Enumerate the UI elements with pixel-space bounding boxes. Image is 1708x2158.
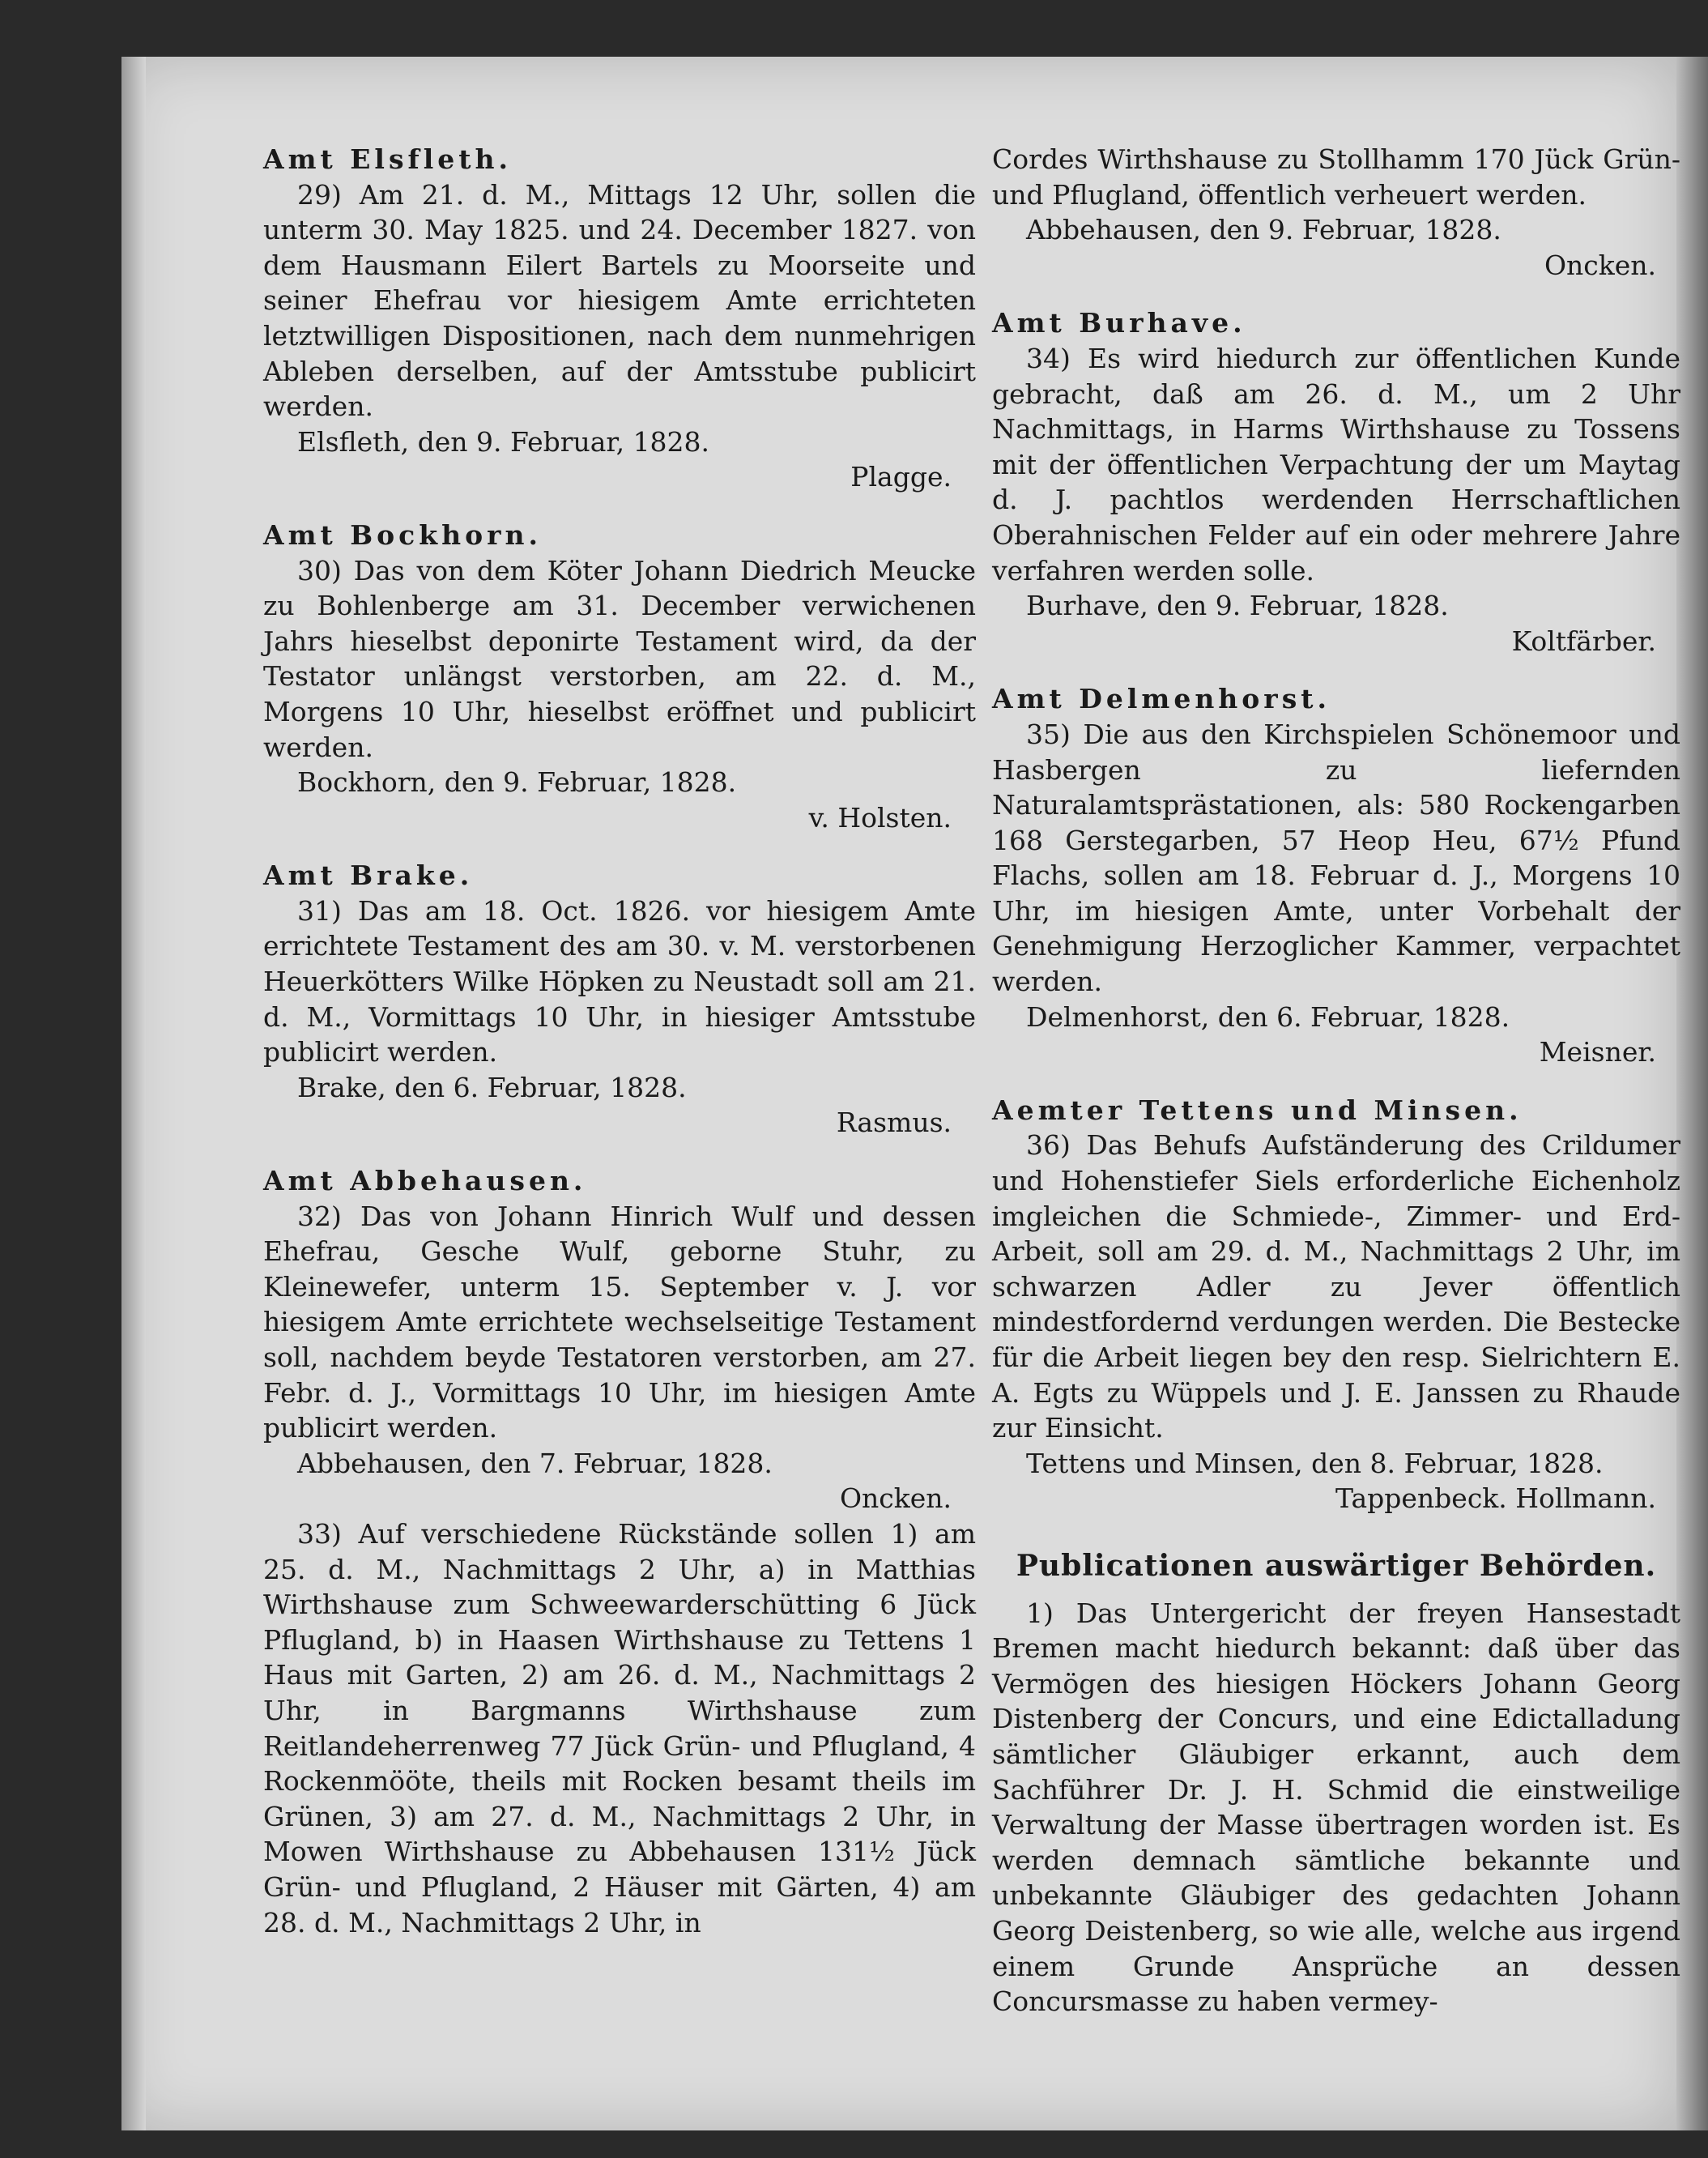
notice-date: Elsfleth, den 9. Februar, 1828. bbox=[297, 425, 710, 458]
section-continuation bbox=[992, 142, 1680, 283]
notice-signature: Oncken. bbox=[1544, 249, 1656, 281]
notice-text: 30) Das von dem Köter Johann Diedrich Meucke zu Bohlenberge am 31. December verwichenen Jahrs hieselbst deponirte Testament wird, da der Testator unlängst verstorben, am 22. d. M., Morgens 10 Uhr, hieselbst eröffnet und publicirt werden. bbox=[263, 554, 976, 763]
publications-title: Publicationen auswärtiger Behörden. bbox=[1016, 1548, 1657, 1583]
notice-signature: Plagge. bbox=[850, 461, 952, 493]
notice-text: 34) Es wird hiedurch zur öffentlichen Kunde gebracht, daß am 26. d. M., um 2 Uhr Nachmittags, in Harms Wirthshause zu Tossens mit der öffentlichen Verpachtung der um Maytag d. J. pachtlos werdenden Herrschaftlichen Oberahnischen Felder auf ein oder mehrere Jahre verfahren werden solle. bbox=[992, 342, 1680, 586]
notice-date: Brake, den 6. Februar, 1828. bbox=[297, 1071, 687, 1103]
section-burhave bbox=[992, 305, 1680, 659]
notice-signature: Meisner. bbox=[1539, 1036, 1656, 1068]
section-brake bbox=[263, 858, 976, 1141]
right-column bbox=[992, 142, 1680, 2019]
section-elsfleth bbox=[263, 142, 976, 495]
notice-signature: Rasmus. bbox=[836, 1107, 952, 1139]
notice-date: Tettens und Minsen, den 8. Februar, 1828. bbox=[1026, 1447, 1604, 1479]
notice-signature: v. Holsten. bbox=[808, 801, 952, 834]
notice-signature: Tappenbeck. Hollmann. bbox=[1335, 1482, 1656, 1515]
notice-date: Abbehausen, den 9. Februar, 1828. bbox=[1026, 214, 1501, 246]
section-delmenhorst bbox=[992, 681, 1680, 1070]
section-heading: Amt Bockhorn. bbox=[263, 518, 542, 551]
notice-signature: Oncken. bbox=[839, 1482, 952, 1515]
notice-text: 1) Das Untergericht der freyen Hansestadt Bremen macht hiedurch bekannt: daß über das Vermögen des hiesigen Höckers Johann Georg Distenberg der Concurs, und eine Edictalladung sämtlicher Gläubiger erkannt, auch dem Sachführer Dr. J. H. Schmid die einstweilige Verwaltung der Masse übertragen worden ist. Es werden demnach sämtliche bekannte und unbekannte Gläubiger des gedachten Johann Georg Deistenberg, so wie alle, welche aus irgend einem Grunde Ansprüche an dessen Concursmasse zu haben vermey- bbox=[992, 1597, 1680, 2018]
section-heading: Aemter Tettens und Minsen. bbox=[992, 1094, 1523, 1126]
page-edge bbox=[1676, 57, 1708, 2130]
notice-text: 31) Das am 18. Oct. 1826. vor hiesigem Amte errichtete Testament des am 30. v. M. verstorbenen Heuerkötters Wilke Höpken zu Neustadt soll am 21. d. M., Vormittags 10 Uhr, in hiesiger Amtsstube publicirt werden. bbox=[263, 894, 976, 1068]
notice-text: 32) Das von Johann Hinrich Wulf und dessen Ehefrau, Gesche Wulf, geborne Stuhr, zu Kleinewefer, unterm 15. September v. J. vor hiesigem Amte errichtete wechselseitige Testament soll, nachdem beyde Testatoren verstorben, am 27. Febr. d. J., Vormittags 10 Uhr, im hiesigen Amte publicirt werden. bbox=[263, 1200, 976, 1444]
notice-signature: Koltfärber. bbox=[1511, 625, 1656, 657]
section-heading: Amt Elsfleth. bbox=[263, 143, 512, 175]
section-publications bbox=[992, 1549, 1680, 2019]
notice-date: Burhave, den 9. Februar, 1828. bbox=[1026, 590, 1449, 622]
notice-text: 35) Die aus den Kirchspielen Schönemoor und Hasbergen zu liefernden Naturalamtsprästationen, als: 580 Rockengarben 168 Gerstegarben, 57 Heop Heu, 67½ Pfund Flachs, sollen am 18. Februar d. J., Morgens 10 Uhr, im hiesigen Amte, unter Vorbehalt der Genehmigung Herzoglicher Kammer, verpachtet werden. bbox=[992, 718, 1680, 998]
section-heading: Amt Abbehausen. bbox=[263, 1165, 587, 1197]
section-bockhorn bbox=[263, 518, 976, 835]
section-heading: Amt Brake. bbox=[263, 859, 474, 892]
notice-date: Abbehausen, den 7. Februar, 1828. bbox=[297, 1447, 773, 1479]
left-column bbox=[263, 142, 976, 1940]
notice-text: 29) Am 21. d. M., Mittags 12 Uhr, sollen die unterm 30. May 1825. und 24. December 1827. von dem Hausmann Eilert Bartels zu Moorseite und seiner Ehefrau vor hiesigem Amte errichteten letztwilligen Dispositionen, nach dem nunmehrigen Ableben derselben, auf der Amtsstube publicirt werden. bbox=[263, 178, 976, 423]
notice-text: Cordes Wirthshause zu Stollhamm 170 Jück Grün- und Pflugland, öffentlich verheuert werden. bbox=[992, 143, 1680, 211]
page-gutter-shadow bbox=[121, 57, 146, 2130]
section-tettens-minsen bbox=[992, 1093, 1680, 1516]
notice-date: Delmenhorst, den 6. Februar, 1828. bbox=[1026, 1000, 1510, 1033]
section-abbehausen bbox=[263, 1163, 976, 1940]
notice-text: 36) Das Behufs Aufständerung des Crildumer und Hohenstiefer Siels erforderliche Eichenholz imgleichen die Schmiede-, Zimmer- und Erd-Arbeit, soll am 29. d. M., Nachmittags 2 Uhr, im schwarzen Adler zu Jever öffentlich mindestfordernd verdungen werden. Die Bestecke für die Arbeit liegen bey den resp. Sielrichtern E. A. Egts zu Wüppels und J. E. Janssen zu Rhaude zur Einsicht. bbox=[992, 1129, 1680, 1444]
notice-text: 33) Auf verschiedene Rückstände sollen 1) am 25. d. M., Nachmittags 2 Uhr, a) in Matthias Wirthshause zum Schweewarderschütting 6 Jück Pflugland, b) in Haasen Wirthshause zu Tettens 1 Haus mit Garten, 2) am 26. d. M., Nachmittags 2 Uhr, in Bargmanns Wirthshause zum Reitlandeherrenweg 77 Jück Grün- und Pflugland, 4 Rockenmööte, theils mit Rocken besamt theils im Grünen, 3) am 27. d. M., Nachmittags 2 Uhr, in Mowen Wirthshause zu Abbehausen 131½ Jück Grün- und Pflugland, 2 Häuser mit Gärten, 4) am 28. d. M., Nachmittags 2 Uhr, in bbox=[263, 1517, 976, 1938]
notice-date: Bockhorn, den 9. Februar, 1828. bbox=[297, 766, 737, 799]
section-heading: Amt Burhave. bbox=[992, 307, 1246, 339]
section-heading: Amt Delmenhorst. bbox=[992, 683, 1331, 715]
